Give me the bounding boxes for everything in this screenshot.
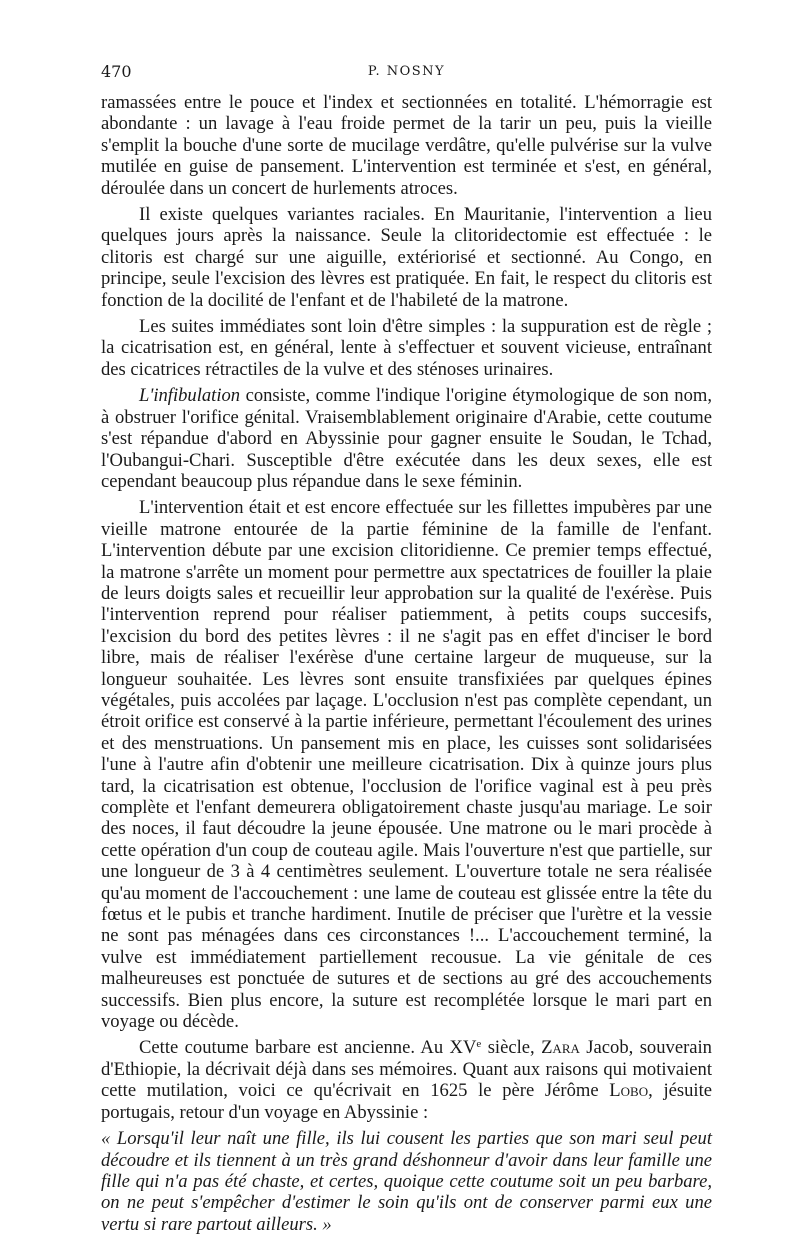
paragraph-consequences: Les suites immédiates sont loin d'être simples : la suppuration est de règle ; la cicatrisation est, en général, lente à s'effectuer et souvent vicieuse, entraînant des cicatrices rétractiles de la vulve et des sténoses urinaires. bbox=[101, 316, 712, 380]
page-header bbox=[101, 62, 712, 92]
paragraph-infibulation bbox=[101, 385, 712, 492]
body-text bbox=[101, 92, 712, 1235]
infibulation-text: consiste, comme l'indique l'origine étymologique de son nom, à obstruer l'orifice génital. Vraisemblablement originaire d'Arabie, cette coutume s'est répandue d'abord en Abyssinie pour gagner ensuite le Soudan, le Tchad, l'Oubangui-Chari. Susceptible d'être exécutée dans les deux sexes, elle est cependant beaucoup plus répandue dans le sexe féminin. bbox=[101, 385, 712, 492]
paragraph-variants: Il existe quelques variantes raciales. En Mauritanie, l'intervention a lieu quelques jours après la naissance. Seule la clitoridectomie est effectuée : le clitoris est chargé sur une aiguille, extériorisé et sectionné. Au Congo, en principe, seule l'excision des lèvres est pratiquée. En fait, le respect du clitoris est fonction de la docilité de l'enfant et de l'habileté de la matrone. bbox=[101, 204, 712, 311]
infibulation-term: L'infibulation bbox=[139, 385, 241, 407]
history-text-3: Jacob, souverain d'Ethiopie, la décrivait déjà dans ses mémoires. Quant aux raisons qui motivaient cette mutilation, voici ce qu'écrivait en 1625 le père Jérôme bbox=[101, 1037, 712, 1102]
name-lobo: Lobo bbox=[609, 1080, 649, 1102]
history-text-2: siècle, bbox=[481, 1037, 542, 1059]
lobo-quotation: « Lorsqu'il leur naît une fille, ils lui cousent les parties que son mari seul peut découdre et ils tiennent à un très grand déshonneur d'avoir dans leur famille une fille qui n'a pas été chaste, et certes, quoique cette coutume soit un peu barbare, on ne peut s'empêcher d'estimer le soin qu'ils ont de conserver parmi eux une vertu si rare partout ailleurs. » bbox=[101, 1128, 712, 1235]
paragraph-history bbox=[101, 1037, 712, 1123]
century-superscript: e bbox=[476, 1038, 482, 1051]
paragraph-hemorrhage: ramassées entre le pouce et l'index et sectionnées en totalité. L'hémorragie est abondante : un lavage à l'eau froide permet de la tarir un peu, puis la vieille s'emplit la bouche d'une sorte de mucilage verdâtre, qu'elle pulvérise sur la vulve mutilée en guise de pansement. L'intervention est terminée et s'est, en général, déroulée dans un concert de hurlements atroces. bbox=[101, 92, 712, 199]
paragraph-intervention: L'intervention était et est encore effectuée sur les fillettes impubères par une vieille matrone entourée de la partie féminine de la famille de l'enfant. L'intervention débute par une excision clitoridienne. Ce premier temps effectué, la matrone s'arrête un moment pour permettre aux spectatrices de fouiller la plaie de leurs doigts sales et recueillir leur approbation sur la qualité de l'exérèse. Puis l'intervention reprend pour réaliser patiemment, à petits coups succesifs, l'excision du bord des petites lèvres : il ne s'agit pas en effet d'inciser le bord libre, mais de réaliser l'exérèse d'une certaine largeur de muqueuse, sur la longueur souhaitée. Les lèvres sont ensuite transfixiées par quelques épines végétales, puis accolées par laçage. L'occlusion n'est pas complète cependant, un étroit orifice est conservé à la partie inférieure, permettant l'écoulement des urines et des menstruations. Un pansement mis en place, les cuisses sont solidarisées l'une à l'autre afin d'obtenir une meilleure cicatrisation. Dix à quinze jours plus tard, la cicatrisation est obtenue, l'occlusion de l'orifice vaginal est à peu près complète et l'enfant demeurera obligatoirement chaste jusqu'au mariage. Le soir des noces, il faut découdre la jeune épousée. Une matrone ou le mari procède à cette opération d'un coup de couteau agile. Mais l'ouverture n'est que partielle, sur une longueur de 3 à 4 centimètres seulement. L'ouverture totale ne sera réalisée qu'au moment de l'accouchement : une lame de couteau est glissée entre la tête du fœtus et le pubis et tranche hardiment. Inutile de préciser que l'urètre et la vessie ne sont pas ménagées dans ces circonstances !... L'accouchement terminé, la vulve est immédiatement partiellement recousue. La vie génitale de ces malheureuses est ponctuée de sutures et de sections au gré des accouchements successifs. Bien plus encore, la suture est recomplétée lorsque le mari part en voyage ou décède. bbox=[101, 497, 712, 1033]
history-text-1: Cette coutume barbare est ancienne. Au XV bbox=[139, 1037, 477, 1059]
running-head: P. NOSNY bbox=[367, 64, 446, 79]
history-text-4: , jésuite portugais, retour d'un voyage en Abyssinie : bbox=[101, 1080, 712, 1123]
name-zara: Zara bbox=[541, 1037, 580, 1059]
page-number: 470 bbox=[101, 62, 132, 81]
